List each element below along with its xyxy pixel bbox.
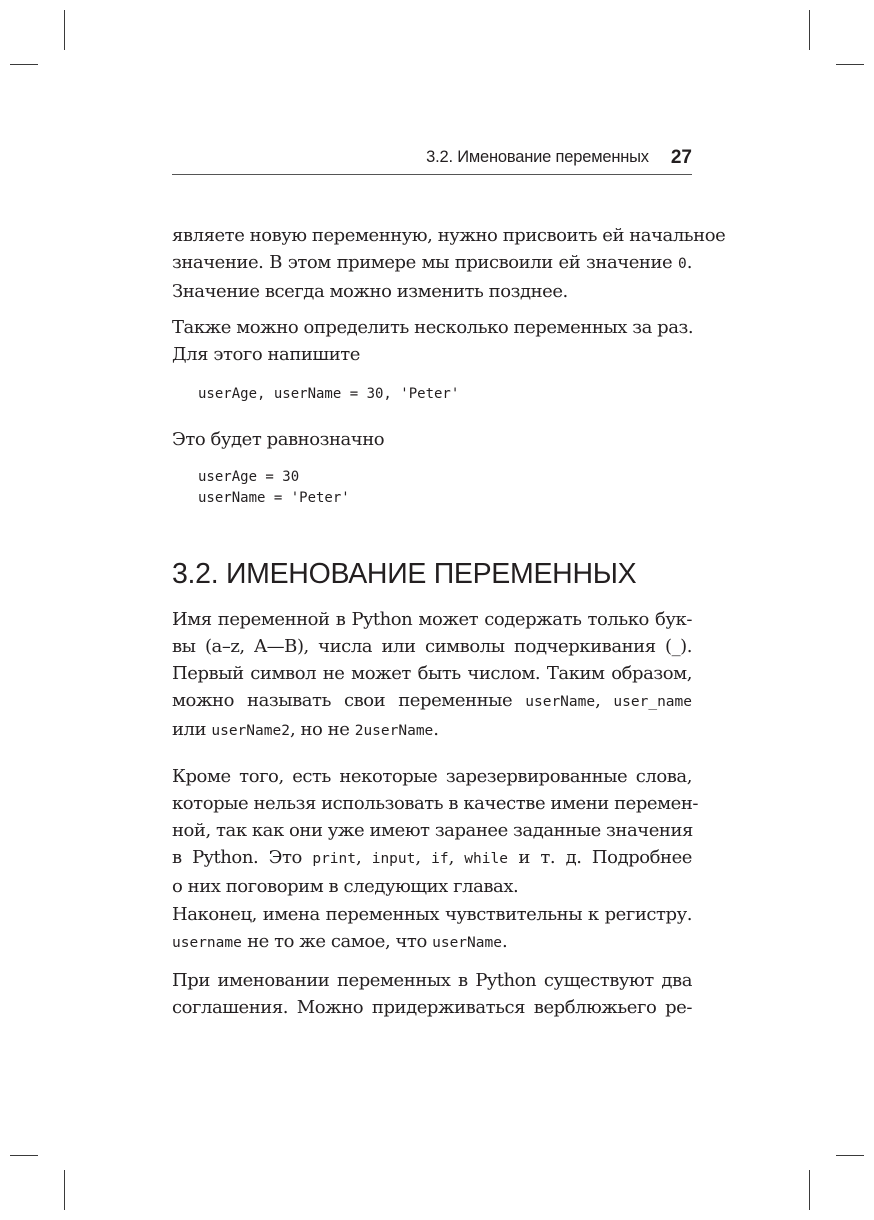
inline-code: print: [312, 851, 356, 867]
text-line: Это будет равнозначно: [172, 429, 385, 450]
text-line: можно называть свои переменные userName, user_name: [172, 690, 692, 711]
text-line: вы (a–z, A—B), числа или символы подчеркивания (_).: [172, 636, 692, 657]
crop-mark-bottom-right-horizontal: [836, 1155, 864, 1156]
text-line: username не то же самое, что userName.: [172, 931, 508, 952]
text-line: При именовании переменных в Python существуют два: [172, 970, 692, 991]
text-line: Наконец, имена переменных чувствительны к регистру.: [172, 904, 692, 925]
running-head-title: 3.2. Именование переменных: [426, 148, 649, 166]
code-block-separate-assignment: [198, 467, 350, 509]
inline-code: 0: [677, 256, 687, 272]
paragraph-case-sensitive: [172, 901, 692, 957]
crop-mark-bottom-left-horizontal: [10, 1155, 38, 1156]
crop-mark-top-left-horizontal: [10, 64, 38, 65]
paragraph-conventions: [172, 967, 692, 1021]
text-line: значение. В этом примере мы присвоили ей значение 0.: [172, 252, 692, 273]
code-line: userAge = 30: [198, 469, 300, 485]
text-line: или userName2, но не 2userName.: [172, 719, 439, 740]
inline-code: username: [172, 935, 242, 951]
inline-code: if: [431, 851, 449, 867]
text-line: Также можно определить несколько переменных за раз.: [172, 317, 694, 338]
text-line: соглашения. Можно придерживаться верблюжьего ре-: [172, 997, 692, 1018]
inline-code: userName: [525, 694, 596, 710]
crop-mark-top-right-horizontal: [836, 64, 864, 65]
paragraph-initial-value: [172, 222, 726, 305]
text-line: которые нельзя использовать в качестве имени перемен-: [172, 793, 699, 814]
text-line: Кроме того, есть некоторые зарезервированные слова,: [172, 766, 692, 787]
text-line: ной, так как они уже имеют заранее заданные значения: [172, 820, 693, 841]
code-line: userAge, userName = 30, 'Peter': [198, 386, 460, 402]
code-line: userName = 'Peter': [198, 490, 350, 506]
inline-code: 2userName: [354, 723, 434, 739]
text-line: Для этого напишите: [172, 344, 360, 365]
paragraph-naming-rules: [172, 606, 692, 745]
crop-mark-bottom-right-vertical: [809, 1170, 810, 1210]
paragraph-multiple-vars: [172, 314, 692, 368]
inline-code: while: [464, 851, 508, 867]
paragraph-reserved-words: [172, 763, 699, 900]
text-line: Первый символ не может быть числом. Таким образом,: [172, 663, 692, 684]
section-heading: 3.2. ИМЕНОВАНИЕ ПЕРЕМЕННЫХ: [172, 558, 637, 590]
inline-code: userName2: [211, 723, 290, 739]
text-line: Значение всегда можно изменить позднее.: [172, 281, 568, 302]
text-line: Имя переменной в Python может содержать только бук-: [172, 609, 692, 630]
text-line: о них поговорим в следующих главах.: [172, 876, 519, 897]
page-number: 27: [670, 147, 692, 168]
inline-code: user_name: [613, 694, 692, 710]
crop-mark-top-left-vertical: [64, 10, 65, 50]
inline-code: userName: [432, 935, 502, 951]
text-line: в Python. Это print, input, if, while и т. д. Подробнее: [172, 847, 693, 868]
inline-code: input: [371, 851, 416, 867]
code-block-multiple-assignment: [198, 384, 459, 405]
running-head: [172, 146, 692, 175]
text-line: являете новую переменную, нужно присвоить ей начальное: [172, 225, 726, 246]
crop-mark-bottom-left-vertical: [64, 1170, 65, 1210]
paragraph-equivalent: [172, 426, 692, 453]
crop-mark-top-right-vertical: [809, 10, 810, 50]
